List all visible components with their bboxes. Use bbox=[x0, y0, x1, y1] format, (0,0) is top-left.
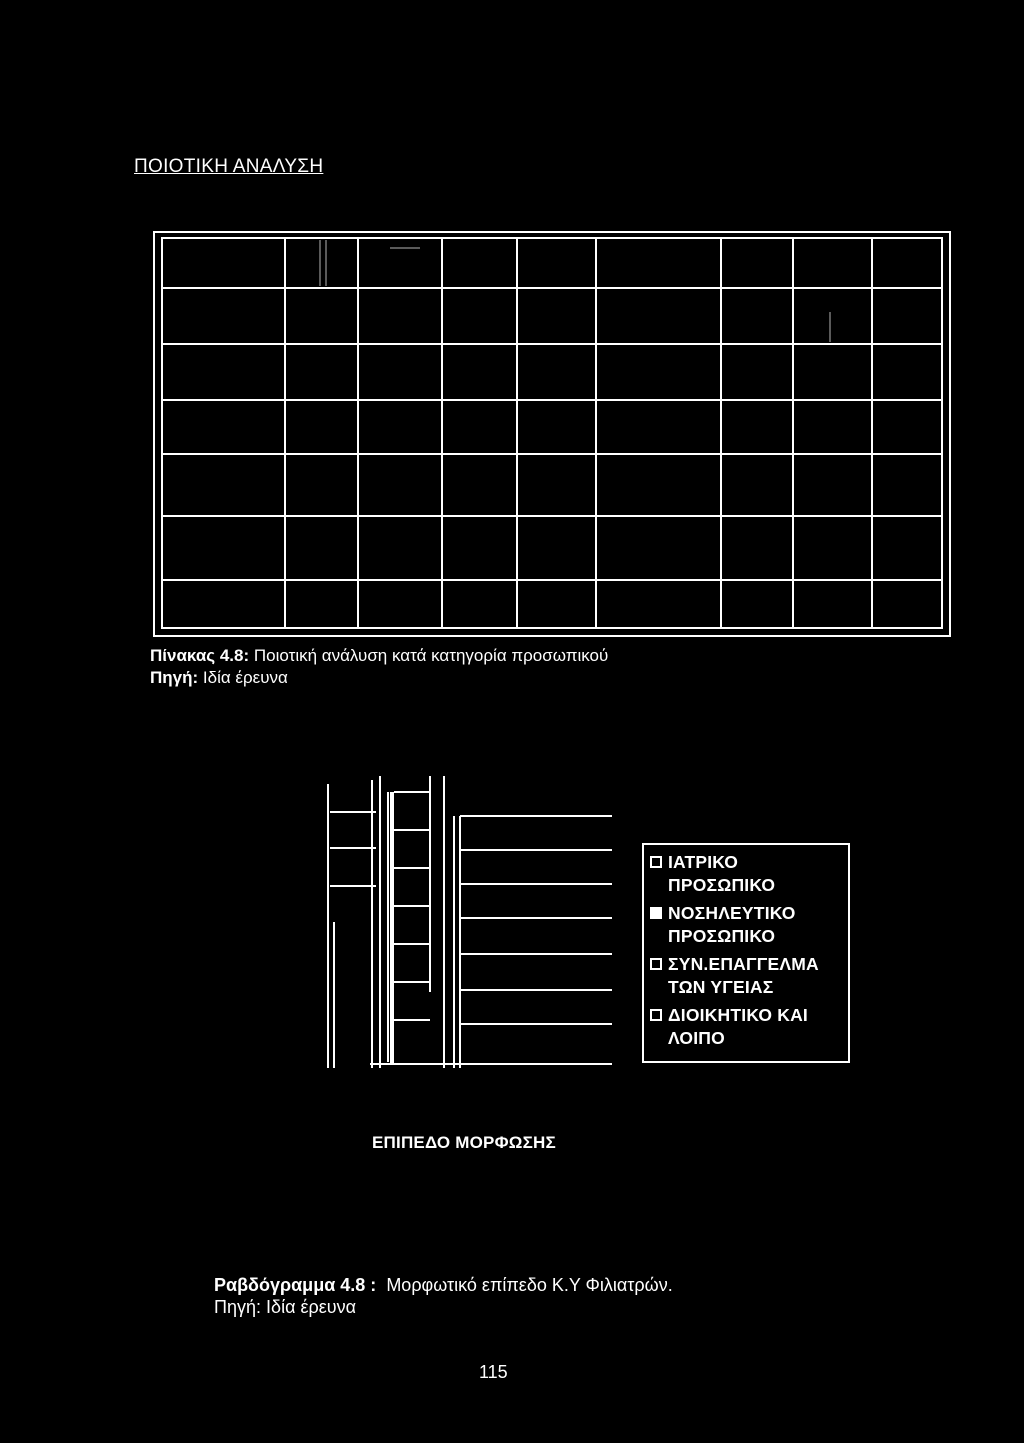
legend-label: ΝΟΣΗΛΕΥΤΙΚΟ ΠΡΟΣΩΠΙΚΟ bbox=[668, 903, 796, 946]
chart-source bbox=[214, 1297, 356, 1318]
legend-item bbox=[650, 851, 844, 897]
qualitative-analysis-table bbox=[150, 226, 954, 642]
chart-caption bbox=[214, 1275, 673, 1296]
legend-label: ΙΑΤΡΙΚΟ ΠΡΟΣΩΠΙΚΟ bbox=[668, 852, 776, 895]
chart-source-label: Πηγή: bbox=[214, 1297, 262, 1317]
nursing-bar bbox=[390, 792, 394, 1064]
legend-swatch-icon bbox=[650, 907, 662, 919]
legend-label: ΔΙΟΙΚΗΤΙΚΟ ΚΑΙ ΛΟΙΠΟ bbox=[668, 1005, 808, 1048]
table-caption-text: Ποιοτική ανάλυση κατά κατηγορία προσωπικού bbox=[253, 646, 609, 665]
page-number: 115 bbox=[479, 1362, 508, 1382]
table-grid bbox=[150, 226, 954, 642]
table-source-label: Πηγή: bbox=[150, 668, 199, 687]
table-source bbox=[150, 668, 288, 688]
bar-chart-plot bbox=[310, 772, 630, 1072]
legend-label: ΣΥΝ.ΕΠΑΓΓΕΛΜΑ ΤΩΝ ΥΓΕΙΑΣ bbox=[668, 954, 819, 997]
legend-swatch-icon bbox=[650, 958, 662, 970]
table-source-text: Ιδία έρευνα bbox=[202, 668, 288, 687]
chart-source-text: Ιδία έρευνα bbox=[266, 1297, 357, 1317]
page-heading: ΠΟΙΟΤΙΚΗ ΑΝΑΛΥΣΗ bbox=[134, 156, 324, 177]
table-caption-label: Πίνακας 4.8: bbox=[150, 646, 250, 665]
table-caption bbox=[150, 646, 608, 666]
legend-swatch-icon bbox=[650, 1009, 662, 1021]
legend-item bbox=[650, 1004, 844, 1050]
chart-caption-label: Ραβδόγραμμα 4.8 : bbox=[214, 1275, 377, 1295]
legend-swatch-icon bbox=[650, 856, 662, 868]
education-bar-chart bbox=[310, 772, 630, 1072]
chart-x-axis-label: ΕΠΙΠΕΔΟ ΜΟΡΦΩΣΗΣ bbox=[372, 1133, 556, 1152]
legend-item bbox=[650, 902, 844, 948]
chart-caption-text: Μορφωτικό επίπεδο Κ.Υ Φιλιατρών. bbox=[386, 1275, 673, 1295]
chart-legend bbox=[642, 843, 850, 1063]
legend-item bbox=[650, 953, 844, 999]
